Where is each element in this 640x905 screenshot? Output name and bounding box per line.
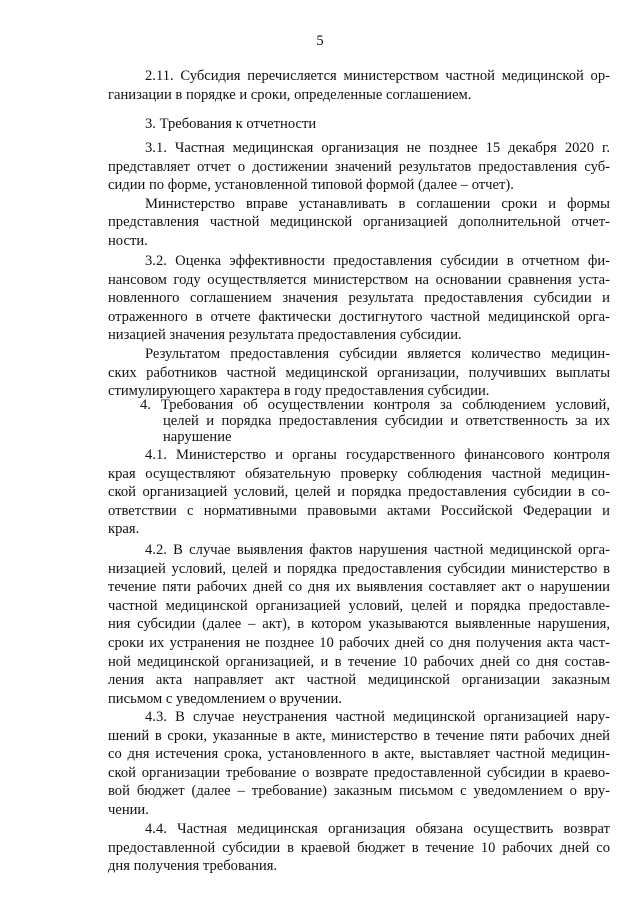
text-line: представления частной медицинской организацией дополнительной отчет- [108,214,610,231]
text-line: чении. [108,801,149,818]
text-line: низацией значения результата предоставления субсидии. [108,327,462,344]
section-title: 3. Требования к отчетности [145,116,317,132]
text-line: низацией условий, целей и порядка предоставления субсидии министерство в [108,560,610,577]
text-line: со дня истечения срока, установленного в акте, выставляет частной медицин- [108,746,610,763]
text-line: Результатом предоставления субсидии является количество медицин- [145,345,610,362]
text-line: ских работников частной медицинской организации, получивших выплаты [108,364,610,381]
paragraph-4-4 [108,820,610,876]
text-line: края осуществляют обязательную проверку соблюдения частной медицин- [108,465,610,482]
text-line: частной медицинской организацией условий, целей и порядка предоставле- [108,597,610,614]
text-line: сидии по форме, установленной типовой формой (далее – отчет). [108,177,514,194]
text-line: 4.2. В случае выявления фактов нарушения частной медицинской орга- [145,542,610,558]
text-line: ности. [108,232,148,249]
text-line: ской организации требование о возврате предоставленной субсидии в краево- [108,764,610,781]
text-line: стимулирующего характера в году предоставления субсидии. [108,383,490,400]
text-line: отраженного в отчете фактически достигнутого частной медицинской орга- [108,308,610,325]
section-title: 4. Требования об осуществлении контроля за соблюдением условий, [140,397,610,413]
text-line: вой бюджет (далее – требование) заказным письмом с уведомлением о вру- [108,783,610,800]
text-line: Министерство вправе устанавливать в соглашении сроки и формы [145,195,610,212]
paragraph-4-1 [108,446,610,539]
text-line: шений в сроки, указанные в акте, министерство в течение пяти рабочих дней [108,727,610,744]
text-line: 4.1. Министерство и органы государственного финансового контроля [145,447,610,463]
paragraph-4-2 [108,541,610,708]
text-line: письмом с уведомлением о вручении. [108,690,342,707]
paragraph-3-1 [108,139,610,251]
page-number: 5 [316,33,324,49]
text-line: предоставленной субсидии в краевой бюджет в течение 10 рабочих дней со [108,839,610,856]
text-line: нансовом году осуществляется министерством на основании сравнения уста- [108,271,610,288]
text-line: 3.1. Частная медицинская организация не позднее 15 декабря 2020 г. [145,140,610,156]
text-line: ответствии с нормативными правовыми актами Российской Федерации и [108,502,610,519]
text-line: 2.11. Субсидия перечисляется министерством частной медицинской ор- [145,68,610,84]
paragraph-3-2 [108,252,610,401]
text-line: 3.2. Оценка эффективности предоставления субсидии в отчетном фи- [145,253,610,269]
section-4-heading [140,397,610,446]
text-line: ния субсидии (далее – акт), в котором указываются выявленные нарушения, [108,616,610,633]
text-line: ной медицинской организацией, и в течение 10 рабочих дней со дня состав- [108,653,610,670]
text-line: дня получения требования. [108,858,278,875]
section-3-heading [108,115,610,134]
text-line: 4.4. Частная медицинская организация обязана осуществить возврат [145,821,610,837]
text-line: ганизации в порядке и сроки, определенные соглашением. [108,86,472,103]
section-title: нарушение [163,429,232,446]
text-line: представляет отчет о достижении значений результатов предоставления суб- [108,158,610,175]
paragraph-2-11 [108,67,610,104]
text-line: ской организацией условий, целей и порядка предоставления субсидии в со- [108,484,610,501]
text-line: 4.3. В случае неустранения частной медицинской организацией нару- [145,709,610,725]
paragraph-4-3 [108,708,610,820]
text-line: сроки их устранения не позднее 10 рабочих дней со дня получения акта част- [108,634,610,651]
text-line: края. [108,521,140,538]
text-line: течение пяти рабочих дней со дня их выявления составляет акт о нарушении [108,579,610,596]
section-title: целей и порядка предоставления субсидии и ответственность за их [163,413,610,430]
text-line: новленного соглашением значения результата предоставления субсидии и [108,290,610,307]
text-line: ления акта направляет акт частной медицинской организации заказным [108,672,610,689]
